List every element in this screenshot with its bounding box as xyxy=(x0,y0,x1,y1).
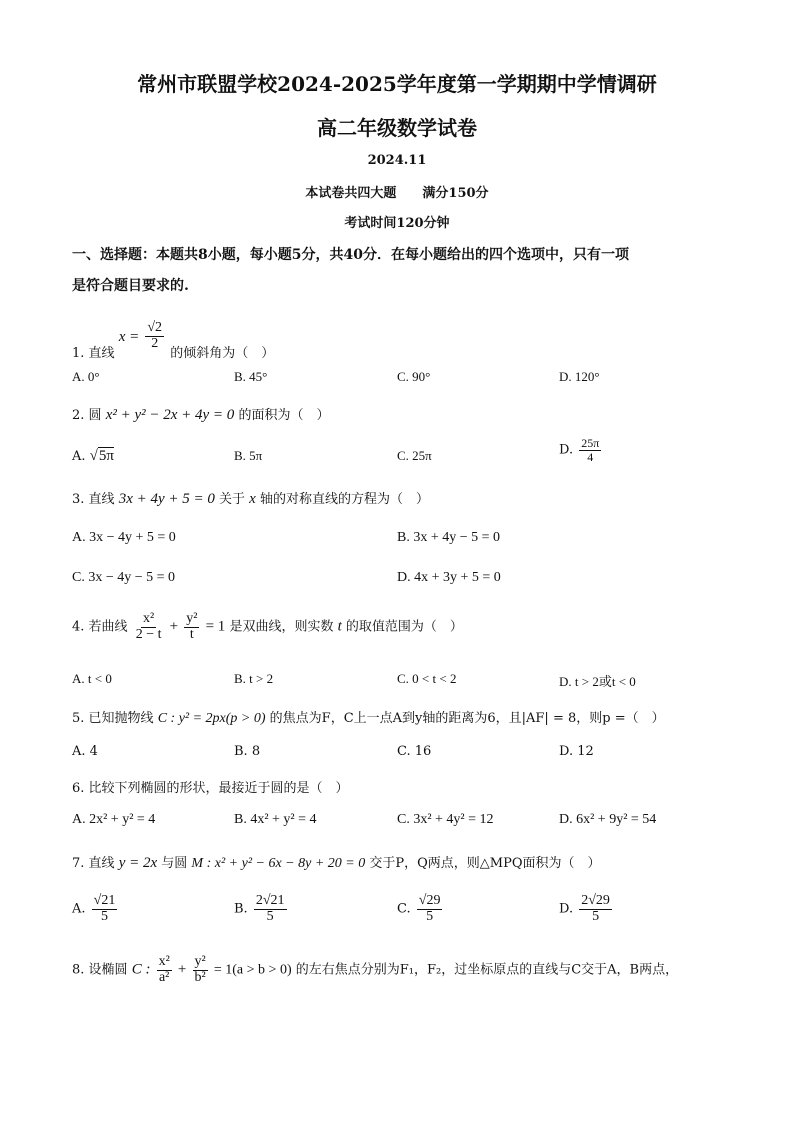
q2-option-c[interactable]: C. 25π xyxy=(397,448,432,463)
question-3-label: 3. 直线 xyxy=(72,492,115,507)
q6-option-a[interactable]: A. 2x² + y² = 4 xyxy=(72,812,156,827)
q7-option-b-num: 2√21 xyxy=(255,893,285,908)
question-8-frac1 xyxy=(157,955,172,985)
q3-option-c[interactable]: C. 3x − 4y − 5 = 0 xyxy=(72,570,176,585)
question-2-tail: 的面积为（ ） xyxy=(238,408,330,423)
question-3-mid: 关于 xyxy=(219,492,246,507)
question-2-eq: x² + y² − 2x + 4y = 0 xyxy=(105,407,235,423)
q7-option-d-den: 5 xyxy=(592,908,600,924)
q2-option-d-den: 4 xyxy=(587,449,594,464)
q7-option-b-label: B. xyxy=(234,901,248,917)
q7-option-d-num: 2√29 xyxy=(581,893,610,908)
q7-option-a[interactable] xyxy=(72,894,119,924)
question-1 xyxy=(72,310,275,361)
q2-option-d[interactable] xyxy=(559,437,603,463)
question-4-tail: 是双曲线，则实数 xyxy=(229,619,334,635)
q7-option-c-den: 5 xyxy=(426,908,434,924)
question-8-frac2 xyxy=(193,955,208,985)
question-4-frac1 xyxy=(134,612,164,642)
question-7-label: 7. 直线 xyxy=(72,856,115,871)
q5-option-b[interactable]: B. 8 xyxy=(234,744,261,759)
question-8-plus: + xyxy=(177,961,187,978)
question-4-label: 4. 若曲线 xyxy=(72,619,128,635)
question-2-label: 2. 圆 xyxy=(72,408,102,423)
q2-option-a-value: √5π xyxy=(89,448,114,464)
q3-option-b[interactable]: B. 3x + 4y − 5 = 0 xyxy=(397,530,501,545)
question-1-label: 1. 直线 xyxy=(72,345,115,361)
q7-option-c-label: C. xyxy=(397,901,411,917)
q2-option-a-radicand: 5π xyxy=(98,448,114,464)
question-8-frac2-num: y² xyxy=(194,954,206,969)
question-4-frac2-den: t xyxy=(189,626,194,642)
q2-option-d-num: 25π xyxy=(581,436,600,450)
q6-option-c[interactable]: C. 3x² + 4y² = 12 xyxy=(397,812,494,827)
question-4-frac1-den: 2 − t xyxy=(135,626,162,642)
q7-option-c[interactable] xyxy=(397,894,444,924)
q4-option-c[interactable]: C. 0 < t < 2 xyxy=(397,671,457,686)
question-1-tail: 的倾斜角为（ ） xyxy=(170,345,275,361)
question-4-var: t xyxy=(337,618,342,635)
q7-option-a-num: √21 xyxy=(93,893,116,908)
q7-option-a-den: 5 xyxy=(101,908,109,924)
exam-title: 常州市联盟学校2024-2025学年度第一学期期中学情调研 xyxy=(137,72,657,96)
q4-option-d[interactable]: D. t > 2或t < 0 xyxy=(559,674,636,689)
q2-option-a-label: A. xyxy=(72,449,86,464)
q5-option-c[interactable]: C. 16 xyxy=(397,744,432,759)
q2-option-a[interactable] xyxy=(72,448,114,465)
q6-option-b[interactable]: B. 4x² + y² = 4 xyxy=(234,812,317,827)
question-1-fraction xyxy=(145,321,164,351)
question-5-eq: C : y² = 2px(p > 0) xyxy=(157,711,266,726)
question-4-plus: + xyxy=(169,618,179,635)
question-4-eq-tail: = 1 xyxy=(205,618,226,635)
q7-option-b-den: 5 xyxy=(266,908,274,924)
question-1-frac-num: √2 xyxy=(147,320,163,335)
question-4 xyxy=(72,612,463,642)
q7-option-b-fraction xyxy=(254,894,287,924)
section-heading-cont: 是符合题目要求的. xyxy=(72,278,189,294)
question-1-eq: x = xyxy=(118,328,140,345)
q7-option-a-fraction xyxy=(92,894,118,924)
exam-date: 2024.11 xyxy=(367,153,427,168)
question-6: 6. 比较下列椭圆的形状，最接近于圆的是（ ） xyxy=(72,781,349,796)
question-4-frac1-num: x² xyxy=(142,611,155,626)
question-4-frac2 xyxy=(184,612,199,642)
q7-option-b[interactable] xyxy=(234,894,289,924)
q7-option-d[interactable] xyxy=(559,894,614,924)
question-5-tail: 的焦点为F，C上一点A到y轴的距离为6，且|AF| = 8，则p =（ ） xyxy=(269,711,665,726)
question-7-tail: 交于P，Q两点，则△MPQ面积为（ ） xyxy=(369,856,601,871)
question-3 xyxy=(72,488,429,508)
question-8-frac1-den: a² xyxy=(158,969,170,985)
question-2 xyxy=(72,404,329,424)
question-5-label: 5. 已知抛物线 xyxy=(72,711,154,726)
q5-option-a[interactable]: A. 4 xyxy=(72,744,98,759)
question-8-frac1-num: x² xyxy=(158,954,170,969)
question-3-tail: 轴的对称直线的方程为（ ） xyxy=(259,492,429,507)
question-8-pre: C : xyxy=(131,961,151,978)
question-8-frac2-den: b² xyxy=(194,969,206,985)
question-8-label: 8. 设椭圆 xyxy=(72,962,128,978)
question-3-var: x xyxy=(249,491,256,507)
question-4-frac2-num: y² xyxy=(186,611,198,626)
q4-option-a[interactable]: A. t < 0 xyxy=(72,671,112,686)
question-5 xyxy=(72,707,665,727)
question-1-frac-den: 2 xyxy=(151,335,159,351)
q7-option-d-fraction xyxy=(579,894,612,924)
question-7-eq2: M : x² + y² − 6x − 8y + 20 = 0 xyxy=(191,856,366,871)
q4-option-b[interactable]: B. t > 2 xyxy=(234,671,274,686)
q2-option-d-fraction xyxy=(579,437,601,463)
q1-option-a[interactable]: A. 0° xyxy=(72,369,100,384)
question-7-eq1: y = 2x xyxy=(118,855,158,871)
q3-option-a[interactable]: A. 3x − 4y + 5 = 0 xyxy=(72,530,176,545)
exam-info-time: 考试时间120分钟 xyxy=(344,216,450,231)
exam-info-score: 本试卷共四大题 满分150分 xyxy=(305,186,489,201)
question-7 xyxy=(72,852,601,872)
q7-option-c-num: √29 xyxy=(418,893,441,908)
question-3-eq: 3x + 4y + 5 = 0 xyxy=(118,491,215,507)
question-8 xyxy=(72,955,678,985)
question-7-mid: 与圆 xyxy=(161,856,188,871)
q1-option-c[interactable]: C. 90° xyxy=(397,369,431,384)
q1-option-b[interactable]: B. 45° xyxy=(234,369,268,384)
q1-option-d[interactable]: D. 120° xyxy=(559,369,600,384)
q7-option-a-label: A. xyxy=(72,901,86,917)
question-8-tail: 的左右焦点分别为F₁，F₂，过坐标原点的直线与C交于A，B两点， xyxy=(295,962,679,978)
q2-option-d-label: D. xyxy=(559,442,574,458)
question-8-cond: = 1(a > b > 0) xyxy=(213,962,292,978)
q5-option-d[interactable]: D. 12 xyxy=(559,744,594,759)
q6-option-d[interactable]: D. 6x² + 9y² = 54 xyxy=(559,812,657,827)
q2-option-b[interactable]: B. 5π xyxy=(234,448,263,463)
q7-option-d-label: D. xyxy=(559,901,574,917)
section-heading: 一、选择题：本题共8小题，每小题5分，共40分．在每小题给出的四个选项中，只有一项 xyxy=(72,247,629,263)
q7-option-c-fraction xyxy=(417,894,443,924)
q3-option-d[interactable]: D. 4x + 3y + 5 = 0 xyxy=(397,570,501,585)
exam-subtitle: 高二年级数学试卷 xyxy=(317,116,477,140)
question-4-tail2: 的取值范围为（ ） xyxy=(345,619,463,635)
